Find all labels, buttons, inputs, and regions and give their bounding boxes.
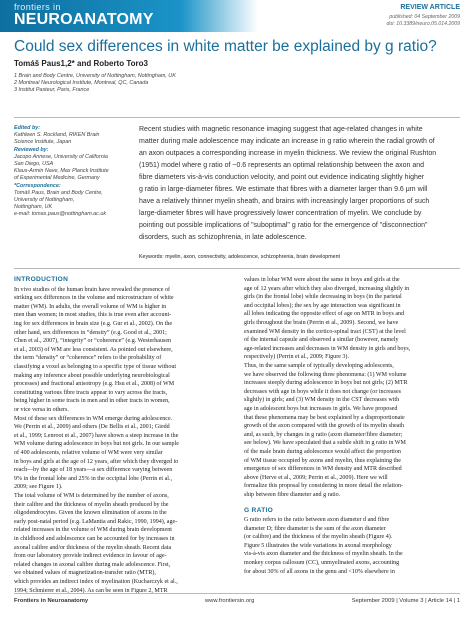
body-text-line: Figure 5 illustrates the wide variations in axonal morphology bbox=[244, 542, 392, 549]
journal-name-small: frontiers in bbox=[14, 2, 61, 12]
body-text-line: from our laboratory provide indirect evidence in favour of age- bbox=[14, 553, 167, 560]
body-text-line: slightly) in girls; and (3) WM density in the CST decreases with bbox=[244, 397, 400, 404]
body-text-line: constituting various fibre tracts appear to vary across the tracts, bbox=[14, 389, 168, 396]
body-text-line: classifying a voxel as belonging to a specific type of tissue without bbox=[14, 363, 177, 370]
body-text-line: and, as such, by changes in g ratio (axon diameter/fibre diameter; bbox=[244, 431, 403, 438]
abstract-line: g ratio in large-diameter fibres. We estimate that fibres with a diameter larger than 9.6 μm will bbox=[139, 186, 428, 193]
body-text-line: which provides an indirect index of myelination (Kucharczyk et al., bbox=[14, 578, 178, 585]
body-text-line: ing for sex differences in brain size (e.g. Gur et al., 2002). On the bbox=[14, 320, 173, 327]
body-text-line: other hand, sex differences in “density” (e.g. Good et al., 2001; bbox=[14, 329, 167, 336]
body-text-line: age of 12 years after which they also diverged, increasing slightly in bbox=[244, 285, 410, 292]
authors: Tomáš Paus1,2* and Roberto Toro3 bbox=[14, 59, 148, 68]
body-text-line: oligodendrocytes. Given the known elimination of axons in the bbox=[14, 510, 167, 517]
reviewer-line: San Diego, USA bbox=[14, 161, 54, 167]
abstract-line: (1951) model where g ratio of ~0.6 represents an optimal relationship between the axon and bbox=[139, 162, 425, 169]
abstract-line: disorders, such as schizophrenia, in late adolescence. bbox=[139, 234, 307, 241]
abstract-line: fibre diameters vis-à-vis conduction velocity, and point out evidence indicating slightly higher bbox=[139, 174, 425, 181]
body-text-line: above (Herve et al., 2009; Perrin et al., 2009). Here we will bbox=[244, 474, 388, 481]
body-text-line: related increases in the volume of WM during brain development bbox=[14, 527, 172, 534]
header-divider bbox=[14, 117, 460, 118]
body-text-line: that these phenomena may be best explained by a disproportionate bbox=[244, 414, 405, 421]
section-heading-introduction: INTRODUCTION bbox=[14, 276, 69, 283]
correspondence-heading: *Correspondence: bbox=[14, 183, 61, 189]
editor-line: Kathleen S. Rockland, RIKEN Brain bbox=[14, 132, 100, 138]
correspondence-line: Tomáš Paus, Brain and Body Centre, bbox=[14, 190, 103, 196]
body-text-line: processes) and fractional anisotropy (e.g. Hsu et al., 2008) of WM bbox=[14, 381, 175, 388]
correspondence-line: Nottingham, UK bbox=[14, 204, 53, 210]
body-text-line: We (Perrin et al., 2009) and others (De Bellis et al., 2001; Giedd bbox=[14, 424, 170, 431]
body-text-line: monkey corpus callosum (CC), unmyelinated axons, accounting bbox=[244, 560, 400, 566]
body-text-line: 1994; Schmierer et al., 2004). As can be seen in Figure 2, MTR bbox=[14, 587, 168, 594]
body-text-line: increases steeply during adolescence in boys but not girls; (2) MTR bbox=[244, 380, 408, 387]
body-text-line: their calibre and the thickness of myelin sheath produced by the bbox=[14, 501, 169, 508]
body-text-line: of 400 adolescents, relative volume of WM were very similar bbox=[14, 449, 163, 456]
body-text-line: values in lobar WM were about the same in boys and girls at the bbox=[244, 277, 400, 283]
body-text-line: diameter D; fibre diameter is the sum of the axon diameter bbox=[244, 525, 386, 532]
paper-title: Could sex differences in white matter be explained by g ratio? bbox=[14, 38, 437, 55]
body-text-line: emergence of sex differences in WM density and MTR described bbox=[244, 466, 402, 473]
body-text-line: making any inference about possible underlying neurobiological bbox=[14, 372, 170, 379]
body-text-line: girls (in the frontal lobe) while decreasing in boys (in the parietal bbox=[244, 294, 402, 301]
body-text-line: or vice versa in others. bbox=[14, 406, 69, 413]
body-text-line: for about 30% of all axons in the genu and <10% elsewhere in bbox=[244, 568, 395, 575]
body-text-line: in childhood and adolescence can be accounted for by increases in bbox=[14, 535, 175, 542]
body-text-line: growth of the axon compared with the growth of its myelin sheath bbox=[244, 423, 405, 430]
body-text-line: Chen et al., 2007), “integrity” or “coherence” (e.g. Westerhausen bbox=[14, 338, 172, 345]
body-text-line: examined WM density in the cortico-spinal tract (CST) at the level bbox=[244, 328, 406, 335]
article-type: REVIEW ARTICLE bbox=[400, 4, 460, 11]
body-text-line: girls throughout the brain (Perrin et al., 2009). Second, we have bbox=[244, 320, 399, 326]
abstract-line: Recent studies with magnetic resonance imaging suggest that age-related changes in white bbox=[139, 126, 423, 133]
affiliation-line: 1 Brain and Body Centre, University of Nottingham, Nottingham, UK bbox=[14, 73, 176, 79]
affiliation-line: 2 Montreal Neurological Institute, Montreal, QC, Canada bbox=[14, 80, 149, 86]
body-text-line: respectively) (Perrin et al., 2009; Figure 3). bbox=[244, 354, 349, 361]
body-text-line: decreases with age in boys while it does not change (or increases bbox=[244, 388, 401, 395]
body-text-line: related changes in axonal calibre during male adolescence. First, bbox=[14, 561, 171, 568]
correspondence-line: University of Nottingham, bbox=[14, 197, 75, 203]
footer-divider bbox=[14, 593, 460, 594]
abstract-line: an axon outpaces a corresponding increase in myelin thickness. We review the original Rushton bbox=[139, 150, 437, 157]
body-text-line: matter (WM). In adults, the overall volume of WM is higher in bbox=[14, 303, 167, 310]
body-text-line: Thus, in the same sample of typically developing adolescents, bbox=[244, 363, 394, 369]
footer-journal: Frontiers in Neuroanatomy bbox=[14, 598, 89, 604]
body-text-line: Most of these sex differences in WM emerge during adolescence. bbox=[14, 415, 173, 422]
body-text-line: men than women; in most studies, this is true even after account- bbox=[14, 312, 172, 319]
edited-by-heading: Edited by: bbox=[14, 125, 41, 131]
keywords: Keywords: myelin, axon, connectivity, adolescence, schizophrenia, brain development bbox=[139, 254, 340, 260]
body-text-line: WM volume during adolescence in boys but not girls. In our sample bbox=[14, 441, 179, 448]
reviewer-line: of Experimental Medicine, Germany bbox=[14, 175, 100, 181]
body-text-line: In vivo studies of the human brain have revealed the presence of bbox=[14, 286, 170, 293]
body-text-line: G ratio refers to the ratio between axon diameter d and fibre bbox=[244, 517, 390, 523]
reviewer-line: Klaus-Armin Nave, Max Planck Institute bbox=[14, 168, 109, 174]
journal-name-large: NEUROANATOMY bbox=[14, 11, 154, 28]
body-text-line: see below). We have speculated that a subtle shift in g ratio in WM bbox=[244, 440, 406, 447]
abstract-line: matter during male adolescence may indicate an increase in g ratio wherein the radial growth of bbox=[139, 138, 435, 145]
body-text-line: (or calibre) and the thickness of the myelin sheath (Figure 4). bbox=[244, 534, 393, 541]
abstract-line: pointing out possible implications of "suboptimal" g ratio for the emergence of "disconnection" bbox=[139, 222, 428, 229]
body-text-line: striking sex differences in the volume and microstructure of white bbox=[14, 295, 174, 302]
abstract-line: have a relatively thinner myelin sheath, and brains with increasingly larger proportions of such bbox=[139, 198, 430, 205]
body-text-line: early post-natal period (e.g. LaMantia and Rakic, 1990, 1994), age- bbox=[14, 518, 178, 525]
body-text-line: age in adolescent boys but increases in girls. We have proposed bbox=[244, 406, 398, 412]
reviewed-by-heading: Reviewed by: bbox=[14, 147, 49, 153]
correspondence-line: e-mail: tomas.paus@nottingham.ac.uk bbox=[14, 211, 107, 217]
body-text-line: 9% in the frontal lobe and 25% in the occipital lobe (Perrin et al., bbox=[14, 475, 173, 482]
abstract-line: large-diameter fibres will have progressively lower concentration of myelin. We conclude by bbox=[139, 210, 422, 217]
body-text-line: of WM tissue occupied by axons and myelin, thus explaining the bbox=[244, 457, 401, 464]
abstract-divider bbox=[14, 268, 460, 269]
body-text-line: we obtained values of magnetization-transfer ratio (MTR), bbox=[14, 570, 156, 577]
body-text-line: The total volume of WM is determined by the number of axons, bbox=[14, 492, 169, 499]
footer-website: www.frontiersin.org bbox=[205, 598, 255, 604]
footer-page-info: September 2009 | Volume 3 | Article 14 | 1 bbox=[351, 598, 460, 604]
body-text-line: ship between fibre diameter and g ratio. bbox=[244, 492, 341, 498]
body-text-line: age-related increases and decreases in WM density in girls and boys, bbox=[244, 345, 411, 352]
body-text-line: reach—by the age of 18 years—a sex difference varying between bbox=[14, 467, 173, 474]
reviewer-line: Jacopo Annese, University of California bbox=[14, 154, 108, 160]
editor-line: Science Institute, Japan bbox=[14, 139, 72, 145]
published-date: published: 04 September 2009 bbox=[389, 14, 460, 20]
body-text-line: of the internal capsule and observed a similar (however, namely bbox=[244, 337, 399, 344]
section-heading-g-ratio: G RATIO bbox=[244, 507, 274, 514]
body-text-line: we have observed the following three phenomena: (1) WM volume bbox=[244, 371, 407, 378]
body-text-line: of the male brain during adolescence would affect the proportion bbox=[244, 449, 401, 455]
body-text-line: et al., 2003) of WM are less consistent. As pointed out elsewhere, bbox=[14, 346, 173, 353]
body-text-line: axonal calibre and/or thickness of the myelin sheath. Recent data bbox=[14, 544, 172, 551]
body-text-line: formalize this proposal by considering in more detail the relation- bbox=[244, 483, 404, 490]
body-text-line: 2009; see Figure 1). bbox=[14, 484, 63, 491]
body-text-line: the term “density” or “coherence” refers to the probability of bbox=[14, 355, 162, 362]
body-text-line: et al., 1999; Lenroot et al., 2007) have shown a steep increase in the bbox=[14, 432, 179, 439]
doi: doi: 10.3389/neuro.05.014.2009 bbox=[386, 21, 460, 27]
body-text-line: vis-à-vis axon diameter and the thickness of myelin sheath. In the bbox=[244, 551, 403, 558]
body-text-line: being higher in some tracts in men and in other tracts in women, bbox=[14, 398, 170, 405]
body-text-line: and occipital lobes); the sex by age interaction was significant in bbox=[244, 302, 401, 309]
body-text-line: all lobes indicating the opposite effect of age on MTR in boys and bbox=[244, 311, 405, 318]
affiliation-line: 3 Institut Pasteur, Paris, France bbox=[14, 87, 90, 93]
body-text-line: in boys and girls at the age of 12 years, after which they diverged to bbox=[14, 458, 179, 465]
